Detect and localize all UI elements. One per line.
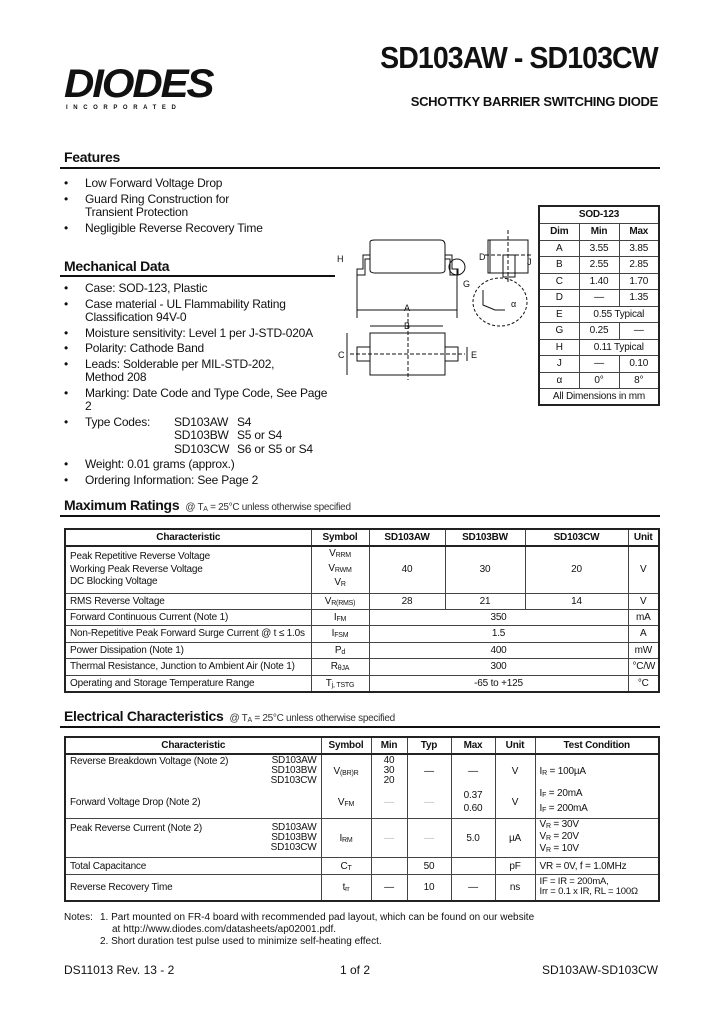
- page-title: SD103AW - SD103CW: [380, 40, 658, 75]
- table-cell: 28: [369, 593, 445, 609]
- table-cell: 40 30 20: [371, 754, 407, 787]
- table-cell: VR(RMS): [311, 593, 369, 609]
- table-cell: 14: [525, 593, 628, 609]
- dim-label: G: [463, 279, 471, 289]
- characteristic: Forward Continuous Current (Note 1): [65, 609, 311, 626]
- table-cell: Reverse Recovery Time: [65, 875, 321, 901]
- table-cell: —: [407, 787, 451, 819]
- dim-label: A: [404, 303, 411, 313]
- unit: °C: [628, 675, 659, 692]
- table-row: [65, 626, 659, 643]
- symbol: Tj, TSTG: [311, 675, 369, 692]
- table-cell: V: [628, 593, 659, 609]
- list-item: • Case: SOD-123, Plastic: [64, 282, 336, 296]
- table-cell: 40: [369, 546, 445, 593]
- table-cell: [311, 546, 369, 593]
- table-cell: IRM: [321, 819, 371, 858]
- dim-cell: C: [539, 273, 579, 290]
- table-cell: V(BR)R: [321, 754, 371, 787]
- dim-label: B: [404, 321, 411, 331]
- column-header: SD103CW: [525, 529, 628, 546]
- characteristic: Power Dissipation (Note 1): [65, 642, 311, 659]
- list-item: • Marking: Date Code and Type Code, See Page 2: [64, 387, 336, 414]
- value: 400: [369, 642, 628, 659]
- dim-label: C: [338, 350, 345, 360]
- list-item: • Polarity: Cathode Band: [64, 342, 336, 356]
- table-cell: [451, 858, 495, 875]
- divider: [60, 167, 660, 169]
- table-cell: IF = IR = 200mA, Irr = 0.1 x IR, RL = 100Ω: [535, 875, 659, 901]
- table-cell: —: [451, 754, 495, 787]
- column-header: Test Condition: [535, 737, 659, 754]
- table-cell: V: [628, 546, 659, 593]
- diodes-logo: DIODES: [64, 62, 213, 106]
- dim-cell: 3.55: [579, 240, 619, 257]
- dim-label: E: [471, 350, 478, 360]
- table-cell: Peak Repetitive Reverse Voltage Working Peak Reverse Voltage DC Blocking Voltage: [65, 546, 311, 593]
- symbol: Pd: [311, 642, 369, 659]
- list-item: • Low Forward Voltage Drop: [64, 177, 304, 191]
- table-row: [539, 356, 659, 373]
- dim-cell: A: [539, 240, 579, 257]
- features-heading: Features: [64, 149, 120, 165]
- table-cell: Reverse Breakdown Voltage (Note 2) SD103AW SD103BW SD103CW: [65, 754, 321, 787]
- dim-cell: B: [539, 257, 579, 274]
- mechanical-heading: Mechanical Data: [64, 258, 170, 274]
- list-item: • Leads: Solderable per MIL-STD-202, Method 208: [64, 358, 314, 385]
- table-row: [539, 339, 659, 356]
- notes: Notes: 1. Part mounted on FR-4 board with recommended pad layout, which can be found on our website at http://www.diodes.com/datasheets/ap02001.pdf. 2. Short duration test pulse used to minimize self-heating effect.: [64, 912, 535, 947]
- table-cell: 5.0: [451, 819, 495, 858]
- table-cell: µA: [495, 819, 535, 858]
- column-header: SD103BW: [445, 529, 525, 546]
- mechanical-list: [64, 282, 336, 489]
- dim-cell: D: [539, 290, 579, 307]
- page-subtitle: SCHOTTKY BARRIER SWITCHING DIODE: [410, 94, 658, 109]
- table-cell: —: [371, 819, 407, 858]
- table-cell: —: [371, 875, 407, 901]
- table-cell: 30: [445, 546, 525, 593]
- table-cell: ns: [495, 875, 535, 901]
- table-row: [539, 240, 659, 257]
- logo-subtitle: INCORPORATED: [66, 105, 182, 111]
- table-cell: 20: [525, 546, 628, 593]
- list-item: • Guard Ring Construction for Transient Protection: [64, 193, 254, 220]
- dim-cell: 2.85: [619, 257, 659, 274]
- dim-label: J: [527, 257, 532, 267]
- dim-cell: 1.40: [579, 273, 619, 290]
- dim-cell: 0.10: [619, 356, 659, 373]
- table-title: SOD-123: [539, 206, 659, 223]
- symbol: VR: [334, 577, 346, 588]
- column-header: Characteristic: [65, 529, 311, 546]
- table-cell: VR = 0V, f = 1.0MHz: [535, 858, 659, 875]
- dim-cell: J: [539, 356, 579, 373]
- symbol: IFM: [311, 609, 369, 626]
- table-cell: Total Capacitance: [65, 858, 321, 875]
- package-outline-drawing: [335, 225, 535, 385]
- dim-cell: α: [539, 372, 579, 389]
- dim-cell: 3.85: [619, 240, 659, 257]
- symbol: IFSM: [311, 626, 369, 643]
- list-item: • Ordering Information: See Page 2: [64, 474, 336, 488]
- list-item: • Case material - UL Flammability Rating Classification 94V-0: [64, 298, 314, 325]
- dim-cell: E: [539, 306, 579, 323]
- list-item: • Moisture sensitivity: Level 1 per J-STD-020A: [64, 327, 336, 341]
- table-row: [539, 290, 659, 307]
- table-cell: 0.37 0.60: [451, 787, 495, 819]
- dim-cell: 0.11 Typical: [579, 339, 659, 356]
- column-header: Min: [371, 737, 407, 754]
- divider: [60, 515, 660, 517]
- column-header: Max: [619, 223, 659, 240]
- unit: A: [628, 626, 659, 643]
- table-cell: 21: [445, 593, 525, 609]
- table-cell: IF = 20mA IF = 200mA: [535, 787, 659, 819]
- symbol: VRRM: [329, 548, 351, 559]
- column-header: Symbol: [311, 529, 369, 546]
- divider: [60, 726, 660, 728]
- table-row: [539, 273, 659, 290]
- footer-page-number: 1 of 2: [340, 963, 371, 977]
- value: -65 to +125: [369, 675, 628, 692]
- table-cell: V: [495, 787, 535, 819]
- table-cell: pF: [495, 858, 535, 875]
- value: 350: [369, 609, 628, 626]
- dim-label: α: [511, 299, 517, 309]
- dim-cell: —: [579, 356, 619, 373]
- column-header: Min: [579, 223, 619, 240]
- table-row: [539, 323, 659, 340]
- characteristic: Non-Repetitive Peak Forward Surge Current @ t ≤ 1.0s: [65, 626, 311, 643]
- characteristic: Thermal Resistance, Junction to Ambient Air (Note 1): [65, 659, 311, 676]
- table-cell: VFM: [321, 787, 371, 819]
- dimensions-table: [538, 205, 660, 406]
- dim-cell: 0°: [579, 372, 619, 389]
- table-row: [65, 675, 659, 692]
- column-header: Unit: [628, 529, 659, 546]
- value: 300: [369, 659, 628, 676]
- dim-label: D: [479, 252, 486, 262]
- symbol: RθJA: [311, 659, 369, 676]
- table-cell: —: [371, 787, 407, 819]
- column-header: Symbol: [321, 737, 371, 754]
- column-header: Max: [451, 737, 495, 754]
- dim-cell: —: [619, 323, 659, 340]
- value: 1.5: [369, 626, 628, 643]
- table-cell: V: [495, 754, 535, 787]
- list-item: • Weight: 0.01 grams (approx.): [64, 458, 336, 472]
- footer-doc-id: DS11013 Rev. 13 - 2: [64, 963, 175, 977]
- electrical-table: [64, 736, 660, 902]
- electrical-heading: Electrical Characteristics @ TA = 25°C unless otherwise specified: [64, 708, 395, 724]
- table-row: [539, 257, 659, 274]
- column-header: Characteristic: [65, 737, 321, 754]
- divider: [60, 275, 335, 277]
- table-cell: RMS Reverse Voltage: [65, 593, 311, 609]
- unit: °C/W: [628, 659, 659, 676]
- dim-label: H: [337, 254, 344, 264]
- footer-part-number: SD103AW-SD103CW: [541, 963, 658, 977]
- features-list: [64, 177, 304, 237]
- max-ratings-table: [64, 528, 660, 693]
- table-cell: 10: [407, 875, 451, 901]
- dim-cell: 0.25: [579, 323, 619, 340]
- dim-cell: G: [539, 323, 579, 340]
- table-row: [539, 306, 659, 323]
- table-cell: —: [407, 754, 451, 787]
- unit: mW: [628, 642, 659, 659]
- table-cell: Peak Reverse Current (Note 2) SD103AW SD103BW SD103CW: [65, 819, 321, 858]
- table-cell: 50: [407, 858, 451, 875]
- table-cell: —: [451, 875, 495, 901]
- type-codes: • Type Codes: SD103AW S4 SD103BW S5 or S4 SD103CW S6 or S5 or S4: [64, 416, 336, 457]
- table-cell: IR = 100µA: [535, 754, 659, 787]
- table-row: [539, 372, 659, 389]
- max-ratings-heading: Maximum Ratings @ TA = 25°C unless otherwise specified: [64, 497, 351, 513]
- dim-cell: 0.55 Typical: [579, 306, 659, 323]
- dim-cell: 8°: [619, 372, 659, 389]
- dim-cell: H: [539, 339, 579, 356]
- table-footer: All Dimensions in mm: [539, 389, 659, 406]
- characteristic: Operating and Storage Temperature Range: [65, 675, 311, 692]
- list-item: • Negligible Reverse Recovery Time: [64, 222, 304, 236]
- table-cell: [371, 858, 407, 875]
- table-cell: —: [407, 819, 451, 858]
- dim-cell: 1.35: [619, 290, 659, 307]
- table-row: [65, 642, 659, 659]
- table-cell: Forward Voltage Drop (Note 2): [65, 787, 321, 819]
- column-header: Dim: [539, 223, 579, 240]
- symbol: VRWM: [328, 562, 352, 574]
- table-cell: VR = 30V VR = 20V VR = 10V: [535, 819, 659, 858]
- dim-cell: 2.55: [579, 257, 619, 274]
- column-header: Typ: [407, 737, 451, 754]
- column-header: SD103AW: [369, 529, 445, 546]
- dim-cell: 1.70: [619, 273, 659, 290]
- table-cell: trr: [321, 875, 371, 901]
- column-header: Unit: [495, 737, 535, 754]
- table-row: [65, 609, 659, 626]
- table-row: [65, 659, 659, 676]
- dim-cell: —: [579, 290, 619, 307]
- table-cell: CT: [321, 858, 371, 875]
- unit: mA: [628, 609, 659, 626]
